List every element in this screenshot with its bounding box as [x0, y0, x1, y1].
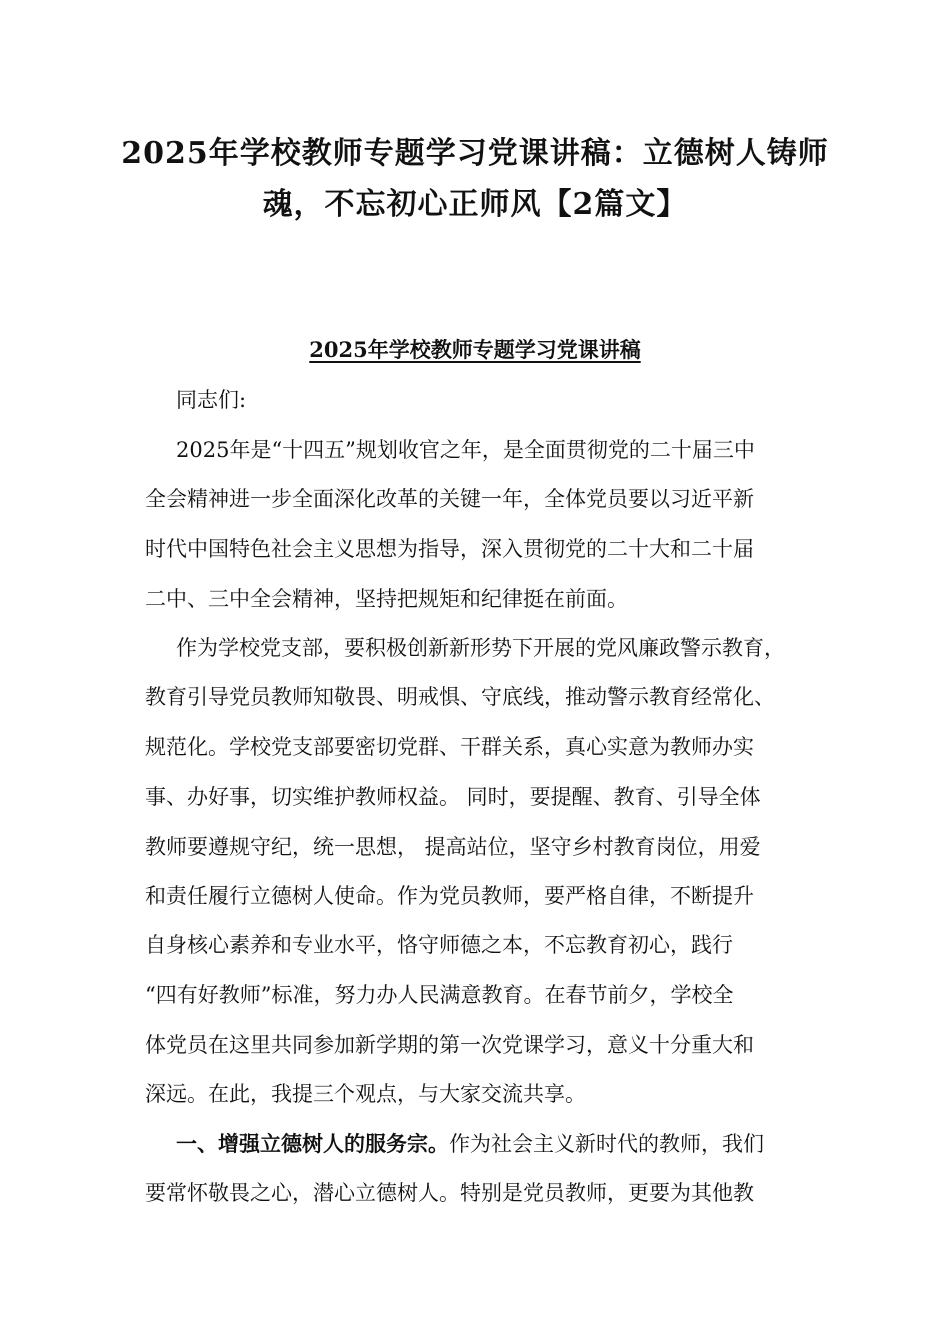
paragraph-2-line-6: 和责任履行立德树人使命。作为党员教师，要严格自律，不断提升 [145, 884, 754, 908]
paragraph-3-line-1 [176, 1129, 826, 1159]
paragraph-2-line-2: 教育引导党员教师知敬畏、明戒惧、守底线，推动警示教育经常化、 [145, 685, 775, 709]
paragraph-2-line-9: 体党员在这里共同参加新学期的第一次党课学习，意义十分重大和 [145, 1033, 754, 1057]
paragraph-1-line-2: 全会精神进一步全面深化改革的关键一年，全体党员要以习近平新 [145, 487, 754, 511]
paragraph-1-line-4: 二中、三中全会精神，坚持把规矩和纪律挺在前面。 [145, 587, 628, 611]
paragraph-2-line-7: 自身核心素养和专业水平，恪守师德之本，不忘教育初心，践行 [145, 933, 733, 957]
paragraph-1-line-1: 2025年是“十四五”规划收官之年，是全面贯彻党的二十届三中 [176, 438, 755, 462]
document-title-line-2: 魂，不忘初心正师风【2篇文】 [262, 187, 688, 222]
paragraph-2-line-10: 深远。在此，我提三个观点，与大家交流共享。 [145, 1082, 586, 1106]
section-title [145, 336, 805, 364]
paragraph-3-line-2: 要常怀敬畏之心，潜心立德树人。特别是党员教师，更要为其他教 [145, 1181, 754, 1205]
paragraph-2-line-1: 作为学校党支部，要积极创新新形势下开展的党风廉政警示教育， [176, 636, 785, 660]
document-title-line-1: 2025年学校教师专题学习党课讲稿：立德树人铸师 [121, 136, 829, 171]
salutation: 同志们: [176, 388, 247, 412]
paragraph-2-line-3: 规范化。学校党支部要密切党群、干群关系，真心实意为教师办实 [145, 735, 754, 759]
paragraph-1-line-3: 时代中国特色社会主义思想为指导，深入贯彻党的二十大和二十届 [145, 537, 754, 561]
paragraph-2-line-5: 教师要遵规守纪，统一思想， 提高站位，坚守乡村教育岗位，用爱 [145, 835, 761, 859]
paragraph-2-line-8: “四有好教师”标准，努力办人民满意教育。在春节前夕，学校全 [145, 983, 734, 1007]
paragraph-3-line-1-text: 作为社会主义新时代的教师，我们 [449, 1132, 764, 1156]
paragraph-2-line-4: 事、办好事，切实维护教师权益。 同时，要提醒、教育、引导全体 [145, 785, 761, 809]
point-one-heading: 一、增强立德树人的服务宗。 [176, 1131, 449, 1156]
section-title-text: 2025年学校教师专题学习党课讲稿 [309, 337, 641, 362]
